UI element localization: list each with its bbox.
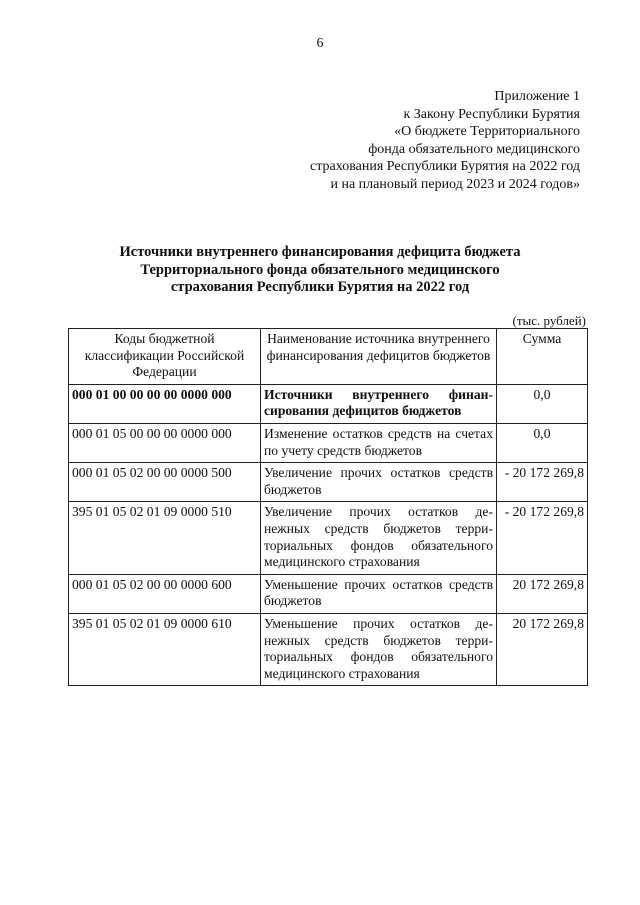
row-code: 000 01 05 02 00 00 0000 500 [69, 463, 261, 502]
appendix-line: к Закону Республики Бурятия [403, 106, 580, 122]
row-amount: - 20 172 269,8 [497, 463, 588, 502]
appendix-line: страхования Республики Бурятия на 2022 год [310, 159, 580, 175]
title-line: Территориального фонда обязательного медицинского [140, 261, 500, 278]
appendix-line: «О бюджете Территориального [394, 124, 580, 140]
row-name: Увеличение прочих остатков де-нежных средств бюджетов терри-ториальных фондов обязательного медицинского страхования [261, 502, 497, 574]
table-row [69, 463, 588, 502]
units-label: (тыс. рублей) [512, 313, 586, 328]
row-code: 395 01 05 02 01 09 0000 510 [69, 502, 261, 574]
row-amount: 20 172 269,8 [497, 574, 588, 613]
table-row [69, 384, 588, 423]
row-name: Увеличение прочих остатков средств бюджетов [261, 463, 497, 502]
row-amount: - 20 172 269,8 [497, 502, 588, 574]
table-row [69, 423, 588, 462]
page-number: 6 [316, 36, 324, 51]
appendix-reference [310, 88, 580, 194]
appendix-line: и на плановый период 2023 и 2024 годов» [330, 176, 580, 192]
appendix-line: фонда обязательного медицинского [368, 141, 580, 157]
row-code: 395 01 05 02 01 09 0000 610 [69, 613, 261, 685]
row-code: 000 01 05 00 00 00 0000 000 [69, 423, 261, 462]
title-line: Источники внутреннего финансирования дефицита бюджета [119, 244, 521, 260]
row-name: Уменьшение прочих остатков де-нежных средств бюджетов терри-ториальных фондов обязательного медицинского страхования [261, 613, 497, 685]
header-name: Наименование источника внутреннего финансирования дефицитов бюджетов [261, 329, 497, 385]
table-row [69, 574, 588, 613]
appendix-line: Приложение 1 [494, 89, 580, 104]
row-code: 000 01 05 02 00 00 0000 600 [69, 574, 261, 613]
row-amount: 0,0 [497, 384, 588, 423]
title-line: страхования Республики Бурятия на 2022 год [170, 279, 470, 295]
financing-sources-table [68, 328, 588, 686]
header-amount: Сумма [497, 329, 588, 385]
document-title [0, 244, 640, 297]
row-name: Изменение остатков средств на счетах по учету средств бюджетов [261, 423, 497, 462]
row-code: 000 01 00 00 00 00 0000 000 [69, 384, 261, 423]
table-row [69, 613, 588, 685]
row-amount: 0,0 [497, 423, 588, 462]
row-name: Уменьшение прочих остатков средств бюджетов [261, 574, 497, 613]
table-header-row [69, 329, 588, 385]
table-row [69, 502, 588, 574]
header-codes: Коды бюджетной классификации Российской Федерации [69, 329, 261, 385]
row-amount: 20 172 269,8 [497, 613, 588, 685]
row-name: Источники внутреннего финан-сирования дефицитов бюджетов [261, 384, 497, 423]
